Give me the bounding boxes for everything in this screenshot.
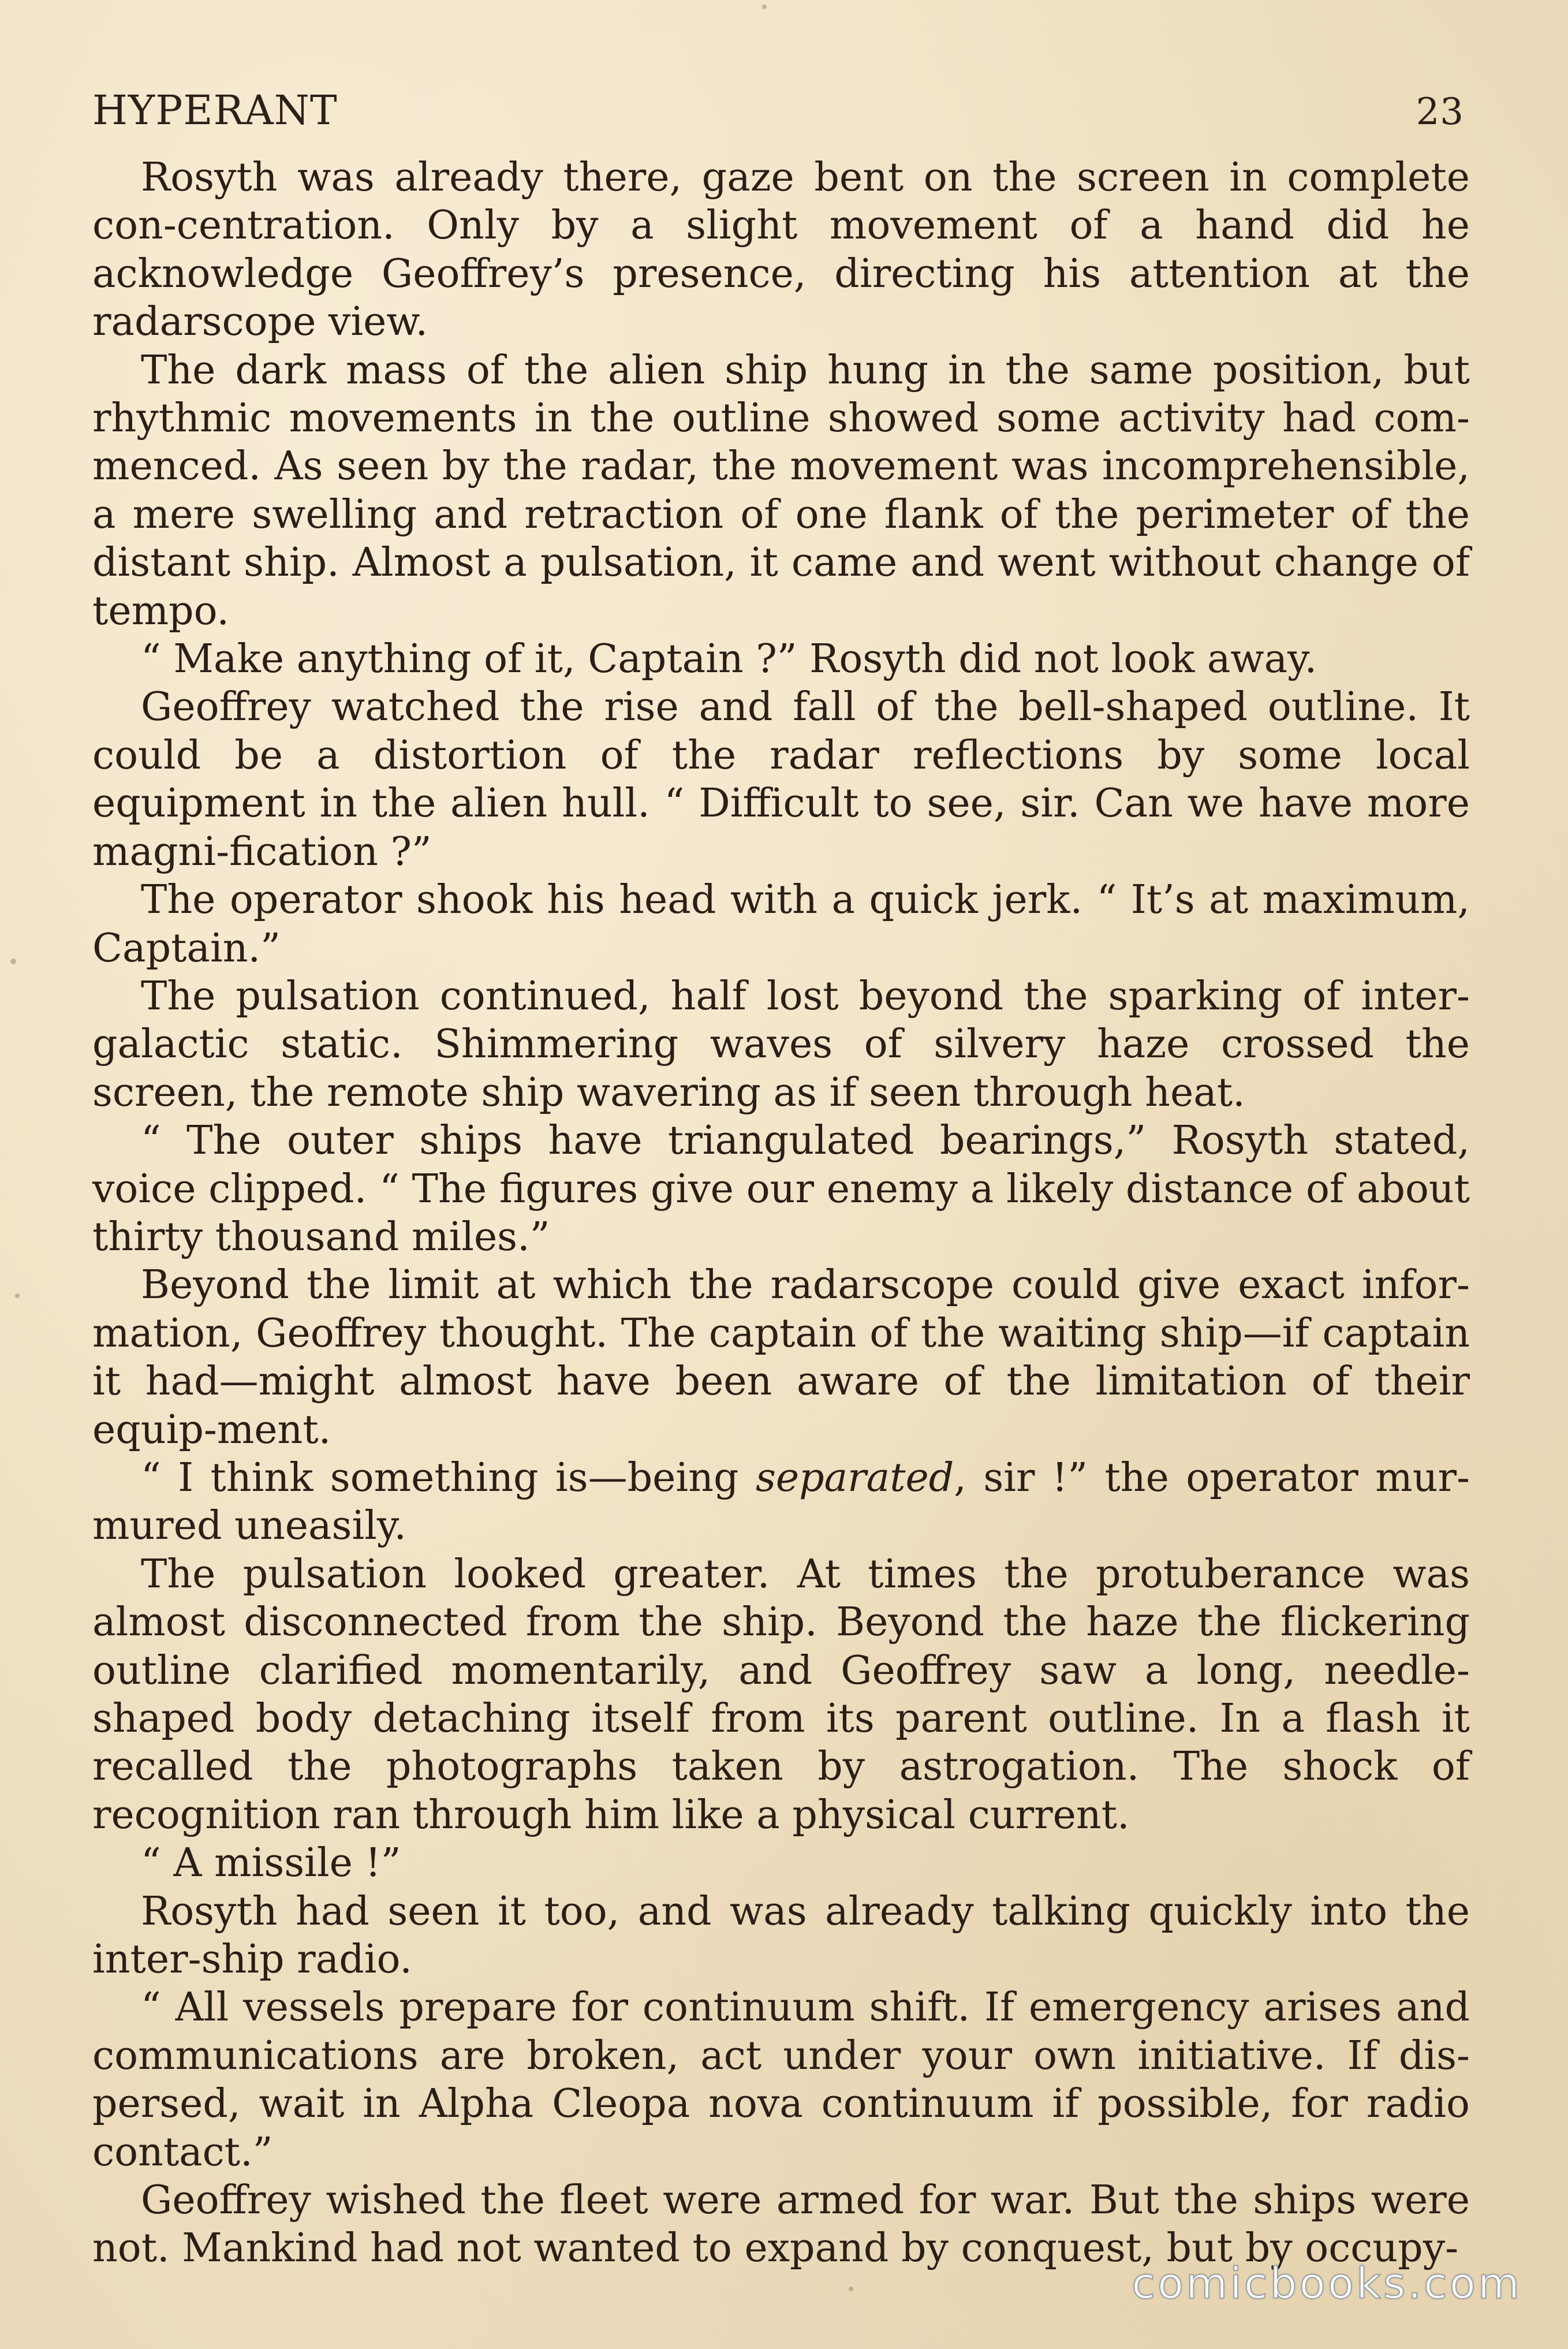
paragraph: Geoffrey wished the fleet were armed for war. But the ships were not. Mankind had not wanted to expand by conquest, but by occupy- bbox=[92, 2178, 1470, 2272]
body-text bbox=[92, 154, 1470, 2273]
running-title: HYPERANT bbox=[92, 87, 338, 134]
paragraph-text: “ I think something is—being bbox=[141, 1455, 756, 1501]
paragraph: The pulsation continued, half lost beyond the sparking of inter-galactic static. Shimmering waves of silvery haze crossed the screen, the remote ship wavering as if seen through heat. bbox=[92, 973, 1470, 1116]
paper-speck bbox=[849, 2287, 853, 2291]
paragraph: The operator shook his head with a quick jerk. “ It’s at maximum, Captain.” bbox=[92, 877, 1470, 971]
paper-speck bbox=[762, 5, 767, 9]
paper-speck bbox=[10, 959, 16, 964]
paragraph bbox=[92, 1454, 1470, 1550]
paragraph: The pulsation looked greater. At times the protuberance was almost disconnected from the ship. Beyond the haze the flickering outline clarified momentarily, and Geoffrey saw a long, needle-shaped body detaching itself from its parent outline. In a flash it recalled the photographs taken by astrogation. The shock of recognition ran through him like a physical current. bbox=[92, 1551, 1470, 1838]
paragraph-text: , sir !” the operator mur-mured uneasily. bbox=[92, 1455, 1470, 1549]
paragraph: Rosyth was already there, gaze bent on the screen in complete con-centration. Only by a slight movement of a hand did he acknowledge Geoffrey’s presence, directing his attention at the radarscope view. bbox=[92, 155, 1470, 345]
running-head bbox=[92, 87, 1470, 134]
paragraph: Rosyth had seen it too, and was already talking quickly into the inter-ship radio. bbox=[92, 1888, 1470, 1983]
page-number: 23 bbox=[1416, 91, 1464, 133]
paragraph: Beyond the limit at which the radarscope could give exact infor-mation, Geoffrey thought. The captain of the waiting ship—if captain it had—might almost have been aware of the limitation of their equip-ment. bbox=[92, 1262, 1470, 1453]
italic-emphasis: separated bbox=[755, 1455, 954, 1501]
paragraph: “ Make anything of it, Captain ?” Rosyth did not look away. bbox=[141, 636, 1317, 683]
paragraph: “ All vessels prepare for continuum shift. If emergency arises and communications are broken, act under your own initiative. If dis-persed, wait in Alpha Cleopa nova continuum if possible, for radio contact.” bbox=[92, 1985, 1470, 2175]
book-page bbox=[92, 87, 1470, 2273]
paragraph: “ The outer ships have triangulated bearings,” Rosyth stated, voice clipped. “ The figures give our enemy a likely distance of about thirty thousand miles.” bbox=[92, 1118, 1470, 1260]
paper-speck bbox=[15, 1293, 20, 1298]
watermark: comicbooks.com bbox=[1132, 2259, 1522, 2309]
paragraph: Geoffrey watched the rise and fall of the bell-shaped outline. It could be a distortion of the radar reflections by some local equipment in the alien hull. “ Difficult to see, sir. Can we have more magni-fication ?” bbox=[92, 684, 1470, 875]
paragraph: “ A missile !” bbox=[141, 1840, 401, 1886]
paragraph: The dark mass of the alien ship hung in the same position, but rhythmic movements in the outline showed some activity had com-menced. As seen by the radar, the movement was incomprehensible, a mere swelling and retraction of one flank of the perimeter of the distant ship. Almost a pulsation, it came and went without change of tempo. bbox=[92, 347, 1470, 634]
